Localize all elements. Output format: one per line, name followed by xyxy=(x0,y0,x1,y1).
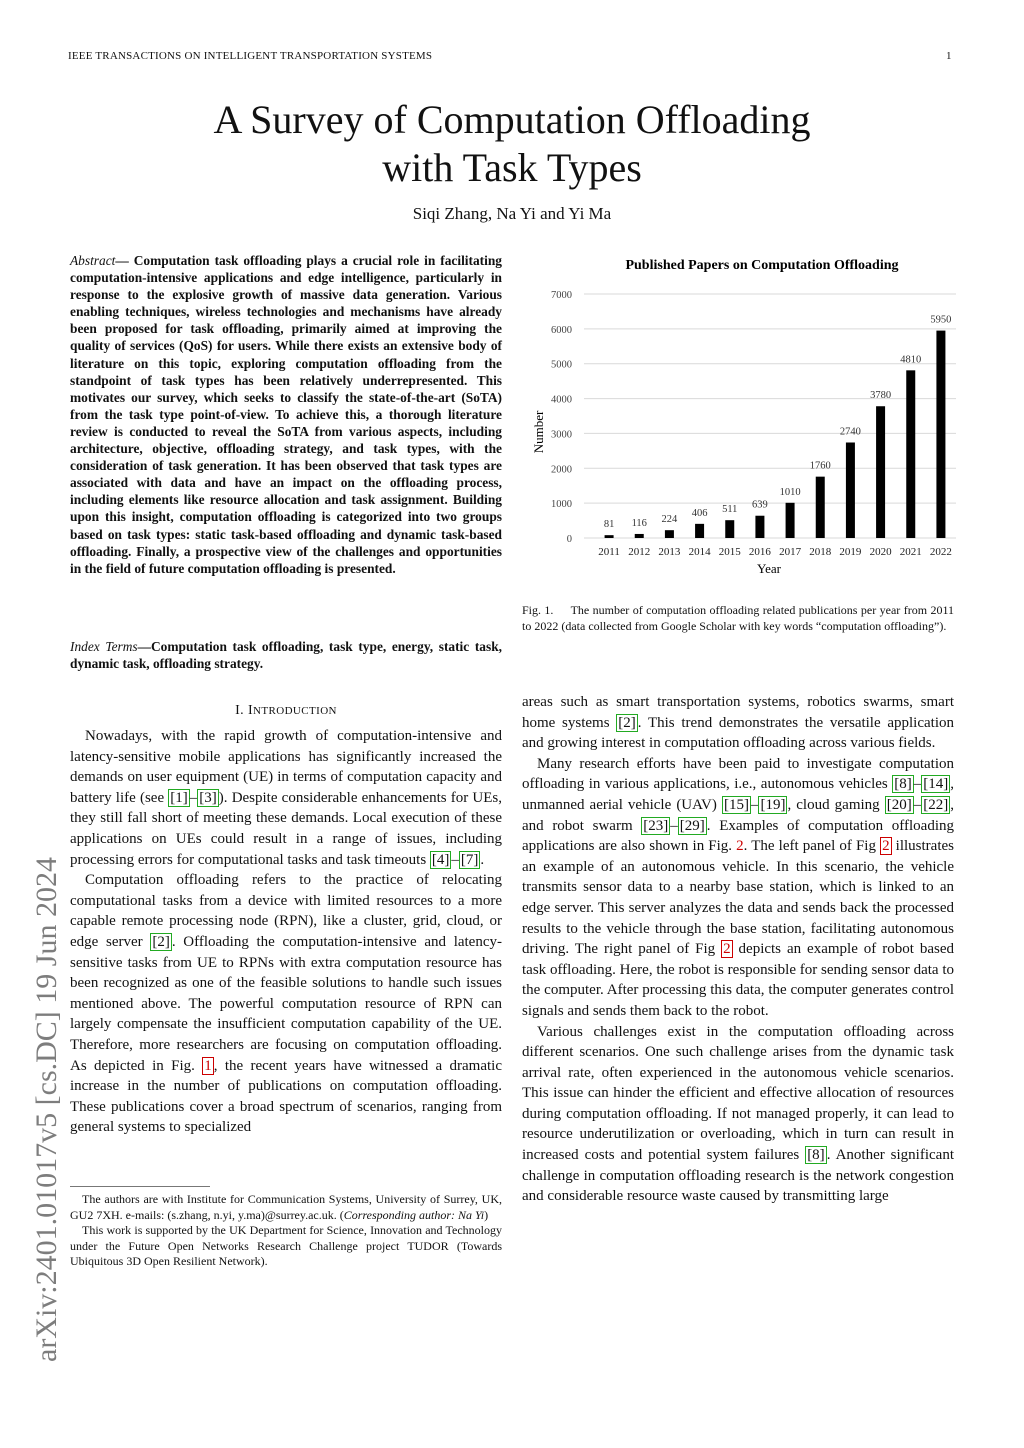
data-label: 81 xyxy=(603,519,615,531)
bar-2022 xyxy=(936,331,945,538)
text-run: . xyxy=(480,851,485,868)
title-line-2: with Task Types xyxy=(382,145,642,190)
bar-2018 xyxy=(816,477,825,538)
text-run: Various challenges exist in the computation offloading across different scenarios. One such challenge arises from the dynamic task arrival rate, often experienced in the autonomous vehicle scenarios. This issue can hinder the efficient and effective allocation of resources during computation offloading. If not managed properly, it can lead to resource underutilization or overloading, which in turn can result in increased costs and potential system failures xyxy=(522,1023,954,1164)
text-run: – xyxy=(670,817,678,834)
y-tick-label: 0 xyxy=(566,534,572,545)
text-run: illustrates an example of an autonomous vehicle. In this scenario, the vehicle transmits sensor data to a nearby base station, which is linked to an edge server. This server analyzes the data and sends back the processed results to the vehicle through the base station, facilitating autonomous driving. The right panel of Fig xyxy=(522,838,954,958)
x-tick-label: 2022 xyxy=(929,546,952,558)
text-run: ). Despite considerable enhancements for UEs, they still fall short of meeting these demands. Local execution of these applications on UEs could result in a range of issues, including processing errors for computational tasks and task timeouts xyxy=(70,789,502,868)
caption-text: The number of computation offloading related publications per year from 2011 to 2022 (data collected from Google Scholar with key words “computation offloading”). xyxy=(522,603,955,633)
citation-link[interactable]: [1] xyxy=(170,789,188,806)
chart-y-tick-labels xyxy=(551,290,572,545)
index-terms-lead: Index Terms xyxy=(70,639,138,654)
section-initial: I xyxy=(247,703,254,718)
intro-paragraph-2 xyxy=(70,870,502,1138)
index-terms xyxy=(70,638,502,672)
page-number: 1 xyxy=(946,50,952,62)
footnote-divider xyxy=(70,1186,210,1187)
y-tick-label: 3000 xyxy=(551,429,572,441)
intro-paragraph-1 xyxy=(70,726,502,870)
chart-y-axis-label: Number xyxy=(531,410,546,454)
left-column-body xyxy=(70,726,502,1138)
section-number: I. xyxy=(235,703,248,718)
chart-bars xyxy=(605,331,946,538)
chart-gridlines xyxy=(584,294,956,538)
y-tick-label: 5000 xyxy=(551,359,572,371)
text-run: – xyxy=(189,789,198,806)
text-run: Many research efforts have been paid to investigate computation offloading in various applications, i.e., autonomous vehicles xyxy=(522,755,954,793)
y-tick-label: 2000 xyxy=(551,464,572,476)
text-run: – xyxy=(750,796,759,813)
text-run: , unmanned aerial vehicle (UAV) xyxy=(522,776,954,813)
bar-2013 xyxy=(665,530,674,538)
y-tick-label: 7000 xyxy=(551,290,572,301)
text-run: . The left panel of Fig xyxy=(743,838,881,855)
bar-2021 xyxy=(906,370,915,538)
figure-link[interactable]: 2 xyxy=(882,838,890,855)
text-run: areas such as smart transportation systems, robotics swarms, smart home systems xyxy=(522,694,954,731)
x-tick-label: 2013 xyxy=(658,546,681,558)
text-run: – xyxy=(913,776,922,793)
text-run: , the recent years have witnessed a dramatic increase in the number of publications on computation offloading. These publications cover a broad spectrum of scenarios, ranging from general systems to specialized xyxy=(70,1057,503,1136)
figure-link[interactable]: 2 xyxy=(736,838,744,855)
chart-title: Published Papers on Computation Offloading xyxy=(625,258,899,273)
citation-link[interactable]: [14] xyxy=(923,776,949,793)
abstract xyxy=(70,252,502,577)
chart-data-labels xyxy=(604,315,952,531)
right-column-body xyxy=(522,692,954,1207)
bar-2016 xyxy=(755,516,764,538)
citation-link[interactable]: [23] xyxy=(643,817,669,834)
citation-link[interactable]: [8] xyxy=(807,1147,825,1164)
bar-2015 xyxy=(725,520,734,538)
citation-link[interactable]: [15] xyxy=(723,796,749,813)
y-tick-label: 1000 xyxy=(551,499,572,511)
data-label: 1760 xyxy=(809,460,831,472)
text-run: – xyxy=(451,851,459,868)
intro-paragraph-3 xyxy=(522,754,954,1022)
text-run: . Examples of computation offloading applications are also shown in Fig. xyxy=(522,817,954,855)
text-run: Nowadays, with the rapid growth of computation-intensive and latency-sensitive mobile applications has significantly increased the demands on user equipment (UE) in terms of computation capacity and battery life (see xyxy=(70,728,502,806)
footnotes xyxy=(70,1192,502,1270)
citation-link[interactable]: [7] xyxy=(460,851,479,868)
data-label: 406 xyxy=(691,507,708,519)
bar-2020 xyxy=(876,406,885,538)
abstract-text: — Computation task offloading plays a crucial role in facilitating computation-intensive applications and edge intelligence, particularly in response to the explosive growth of massive data generation. Various enabling techniques, wireless technologies and mechanisms have already been proposed for task offloading, primarily aimed at improving the quality of services (QoS) for users. While there exists an extensive body of literature on this topic, exploring computation offloading from the standpoint of task types has been relatively underrepresented. This motivates our survey, which seeks to classify the state-of-the-art (SoTA) from the task type point-of-view. To achieve this, a thorough literature review is conducted to reveal the SoTA from various aspects, including architecture, objective, offloading strategy, and task types, with the consideration of task generation. It has been observed that task types are associated with data and have an impact on the offloading process, including elements like resource allocation and task assignment. Building upon this insight, computation offloading is categorized into two groups based on task types: static task-based offloading and dynamic task-based offloading. Finally, a prospective view of the challenges and opportunities in the field of future computation offloading is presented. xyxy=(70,253,502,576)
x-tick-label: 2016 xyxy=(748,546,771,558)
x-tick-label: 2020 xyxy=(869,546,892,558)
text-run: , cloud gaming xyxy=(787,796,885,813)
figure-link[interactable]: 2 xyxy=(723,941,731,958)
citation-link[interactable]: [22] xyxy=(923,796,949,813)
bar-2012 xyxy=(635,534,644,538)
data-label: 511 xyxy=(722,504,738,516)
index-terms-text: —Computation task offloading, task type, energy, static task, dynamic task, offloading strategy. xyxy=(70,639,502,672)
citation-link[interactable]: [20] xyxy=(886,796,912,813)
x-tick-label: 2021 xyxy=(899,546,922,558)
x-tick-label: 2012 xyxy=(628,546,651,558)
text-run: depicts an example of robot based task offloading. Here, the robot is responsible for sending sensor data to the computer. After processing this data, the computer generates control signals and sends them back to the robot. xyxy=(522,941,954,1019)
citation-link[interactable]: [2] xyxy=(618,714,636,731)
text-run: The authors are with Institute for Communication Systems, University of Surrey, UK, GU2 7XH. e-mails: (s.zhang, n.yi, y.ma)@surrey.ac.uk. ( xyxy=(70,1192,502,1222)
arxiv-identifier: arXiv:2401.01017v5 [cs.DC] 19 Jun 2024 xyxy=(30,857,63,1362)
citation-link[interactable]: [4] xyxy=(431,851,450,868)
data-label: 639 xyxy=(752,499,768,511)
bar-2014 xyxy=(695,524,704,538)
text-run: Computation offloading refers to the practice of relocating computational tasks from a device with limited resources to a more capable remote processing node (RPN), like a cluster, grid, cloud, or edge server xyxy=(70,872,502,950)
caption-label: Fig. 1. xyxy=(522,603,554,617)
x-tick-label: 2011 xyxy=(598,546,620,558)
corresponding-author: Corresponding author: Na Yi xyxy=(343,1207,485,1222)
citation-link[interactable]: [3] xyxy=(199,789,217,806)
intro-paragraph-2-continued xyxy=(522,692,954,754)
citation-link[interactable]: [2] xyxy=(152,933,170,950)
bar-2019 xyxy=(846,442,855,538)
data-label: 1010 xyxy=(779,486,801,498)
section-heading-introduction xyxy=(70,703,502,719)
abstract-lead: Abstract xyxy=(70,253,116,268)
chart-x-axis-label: Year xyxy=(757,561,781,576)
data-label: 2740 xyxy=(839,426,861,438)
footnote-affiliation xyxy=(70,1192,502,1223)
text-run: . Another significant challenge in computation offloading research is the network congestion and considerable resource waste caused by transmitting large xyxy=(522,1147,954,1205)
citation-link[interactable]: [29] xyxy=(679,817,705,834)
figure-link[interactable]: 1 xyxy=(204,1057,212,1074)
paper-title xyxy=(0,96,1024,192)
author-list: Siqi Zhang, Na Yi and Yi Ma xyxy=(412,204,612,223)
figure-1-caption xyxy=(522,603,954,634)
x-tick-label: 2015 xyxy=(718,546,741,558)
intro-paragraph-4 xyxy=(522,1022,954,1207)
text-run: . Offloading the computation-intensive and latency-sensitive tasks from UE to RPNs with extra computation resource has been recognized as one of the feasible solutions to handle such issues mentioned above. The powerful computation resource of RPN can largely compensate the insufficient computation capability of the UE. Therefore, more researchers are focusing on computation offloading. As depicted in Fig. xyxy=(70,933,502,1074)
data-label: 4810 xyxy=(900,354,922,366)
x-tick-label: 2014 xyxy=(688,546,711,558)
y-tick-label: 4000 xyxy=(551,394,572,406)
x-tick-label: 2019 xyxy=(839,546,862,558)
data-label: 5950 xyxy=(930,314,952,326)
bar-2017 xyxy=(786,503,795,538)
text-run: , and robot swarm xyxy=(522,796,954,834)
text-run: ) xyxy=(484,1207,489,1222)
text-run: . This trend demonstrates the versatile application and growing interest in computation offloading across various fields. xyxy=(522,714,954,752)
running-head: IEEE TRANSACTIONS ON INTELLIGENT TRANSPORTATION SYSTEMS xyxy=(68,50,433,62)
chart-x-tick-labels xyxy=(598,546,952,558)
x-tick-label: 2017 xyxy=(779,546,802,558)
citation-link[interactable]: [8] xyxy=(894,776,912,793)
citation-link[interactable]: [19] xyxy=(760,796,786,813)
section-smallcaps: NTRODUCTION xyxy=(253,705,337,717)
data-label: 3780 xyxy=(870,390,892,402)
y-tick-label: 6000 xyxy=(551,324,572,336)
data-label: 116 xyxy=(631,517,647,529)
x-tick-label: 2018 xyxy=(809,546,832,558)
data-label: 224 xyxy=(661,514,678,526)
bar-2011 xyxy=(605,535,614,538)
published-papers-bar-chart xyxy=(522,244,962,584)
text-run: – xyxy=(913,796,922,813)
footnote-funding: This work is supported by the UK Department for Science, Innovation and Technology under the Future Open Networks Research Challenge project TUDOR (Towards Ubiquitous 3D Open Resilient Network). xyxy=(70,1223,502,1268)
title-line-1: A Survey of Computation Offloading xyxy=(213,97,811,142)
